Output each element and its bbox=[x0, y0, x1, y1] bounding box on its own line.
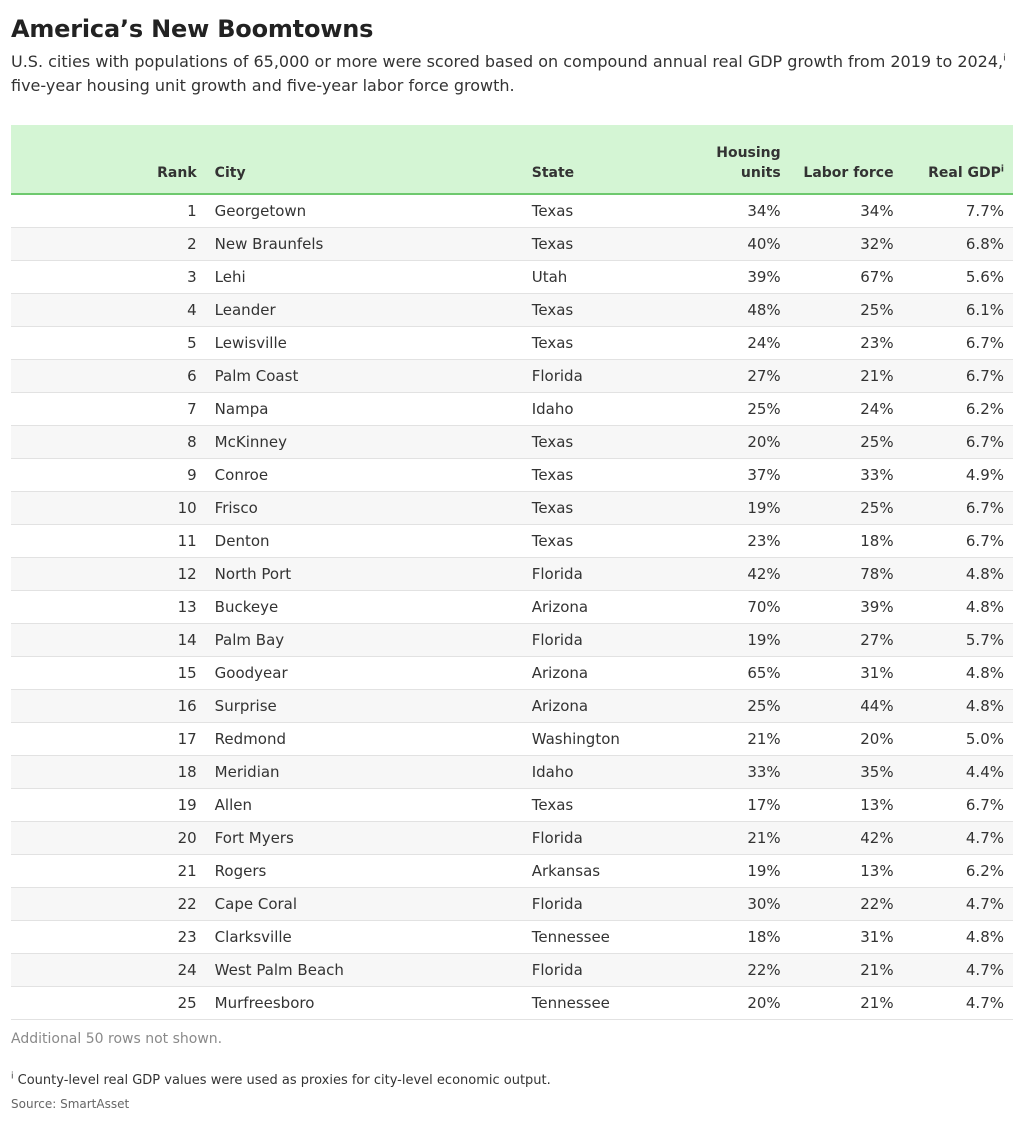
cell-rank: 12 bbox=[11, 558, 206, 591]
cell-state: Tennessee bbox=[523, 987, 643, 1020]
table-row bbox=[11, 294, 1013, 327]
cell-state: Florida bbox=[523, 624, 643, 657]
cell-state: Florida bbox=[523, 822, 643, 855]
cell-labor-force: 34% bbox=[790, 194, 903, 228]
table-row bbox=[11, 954, 1013, 987]
table-row bbox=[11, 756, 1013, 789]
footnote-text: County-level real GDP values were used as proxies for city-level economic output. bbox=[13, 1073, 551, 1088]
table-body bbox=[11, 194, 1013, 1020]
cell-labor-force: 21% bbox=[790, 360, 903, 393]
table-row bbox=[11, 426, 1013, 459]
cell-labor-force: 33% bbox=[790, 459, 903, 492]
cell-real-gdp: 4.8% bbox=[903, 657, 1013, 690]
cell-housing-units: 42% bbox=[643, 558, 790, 591]
cell-housing-units: 30% bbox=[643, 888, 790, 921]
cell-housing-units: 22% bbox=[643, 954, 790, 987]
cell-housing-units: 23% bbox=[643, 525, 790, 558]
cell-labor-force: 25% bbox=[790, 294, 903, 327]
boomtowns-table bbox=[11, 125, 1013, 1020]
cell-city: New Braunfels bbox=[206, 228, 523, 261]
cell-state: Washington bbox=[523, 723, 643, 756]
cell-city: Lehi bbox=[206, 261, 523, 294]
cell-labor-force: 35% bbox=[790, 756, 903, 789]
subtitle-text-tail: five-year housing unit growth and five-year labor force growth. bbox=[11, 76, 515, 95]
cell-housing-units: 20% bbox=[643, 426, 790, 459]
cell-real-gdp: 7.7% bbox=[903, 194, 1013, 228]
cell-real-gdp: 4.7% bbox=[903, 822, 1013, 855]
cell-real-gdp: 4.8% bbox=[903, 558, 1013, 591]
table-row bbox=[11, 657, 1013, 690]
cell-real-gdp: 6.7% bbox=[903, 360, 1013, 393]
cell-state: Texas bbox=[523, 492, 643, 525]
cell-city: Denton bbox=[206, 525, 523, 558]
cell-state: Florida bbox=[523, 558, 643, 591]
cell-city: Allen bbox=[206, 789, 523, 822]
cell-labor-force: 20% bbox=[790, 723, 903, 756]
header-labor-force: Labor force bbox=[790, 125, 903, 194]
cell-labor-force: 39% bbox=[790, 591, 903, 624]
cell-rank: 11 bbox=[11, 525, 206, 558]
cell-real-gdp: 6.7% bbox=[903, 525, 1013, 558]
cell-real-gdp: 4.9% bbox=[903, 459, 1013, 492]
table-row bbox=[11, 855, 1013, 888]
cell-city: Redmond bbox=[206, 723, 523, 756]
cell-labor-force: 21% bbox=[790, 987, 903, 1020]
cell-rank: 18 bbox=[11, 756, 206, 789]
cell-state: Arkansas bbox=[523, 855, 643, 888]
cell-labor-force: 21% bbox=[790, 954, 903, 987]
cell-rank: 22 bbox=[11, 888, 206, 921]
footnote bbox=[11, 1073, 551, 1088]
page-title: America’s New Boomtowns bbox=[11, 15, 374, 43]
table-row bbox=[11, 921, 1013, 954]
cell-state: Florida bbox=[523, 954, 643, 987]
cell-housing-units: 37% bbox=[643, 459, 790, 492]
cell-housing-units: 25% bbox=[643, 690, 790, 723]
more-rows-note: Additional 50 rows not shown. bbox=[11, 1031, 223, 1047]
cell-state: Idaho bbox=[523, 756, 643, 789]
header-rank: Rank bbox=[11, 125, 206, 194]
cell-labor-force: 44% bbox=[790, 690, 903, 723]
cell-city: Palm Coast bbox=[206, 360, 523, 393]
cell-city: McKinney bbox=[206, 426, 523, 459]
cell-rank: 25 bbox=[11, 987, 206, 1020]
cell-state: Tennessee bbox=[523, 921, 643, 954]
cell-housing-units: 17% bbox=[643, 789, 790, 822]
cell-real-gdp: 4.8% bbox=[903, 921, 1013, 954]
cell-housing-units: 48% bbox=[643, 294, 790, 327]
cell-real-gdp: 6.8% bbox=[903, 228, 1013, 261]
cell-labor-force: 24% bbox=[790, 393, 903, 426]
cell-labor-force: 32% bbox=[790, 228, 903, 261]
cell-labor-force: 18% bbox=[790, 525, 903, 558]
table-row bbox=[11, 492, 1013, 525]
cell-real-gdp: 6.7% bbox=[903, 492, 1013, 525]
table-row bbox=[11, 194, 1013, 228]
cell-labor-force: 27% bbox=[790, 624, 903, 657]
cell-state: Texas bbox=[523, 789, 643, 822]
cell-housing-units: 24% bbox=[643, 327, 790, 360]
table-row bbox=[11, 261, 1013, 294]
table-row bbox=[11, 789, 1013, 822]
cell-rank: 3 bbox=[11, 261, 206, 294]
header-row bbox=[11, 125, 1013, 194]
cell-rank: 4 bbox=[11, 294, 206, 327]
cell-real-gdp: 6.2% bbox=[903, 855, 1013, 888]
cell-real-gdp: 4.7% bbox=[903, 987, 1013, 1020]
cell-housing-units: 21% bbox=[643, 723, 790, 756]
cell-state: Florida bbox=[523, 360, 643, 393]
cell-real-gdp: 4.7% bbox=[903, 888, 1013, 921]
cell-state: Arizona bbox=[523, 657, 643, 690]
cell-rank: 7 bbox=[11, 393, 206, 426]
table-figure bbox=[11, 0, 1013, 1012]
cell-state: Texas bbox=[523, 525, 643, 558]
cell-real-gdp: 4.8% bbox=[903, 591, 1013, 624]
cell-city: Goodyear bbox=[206, 657, 523, 690]
cell-rank: 23 bbox=[11, 921, 206, 954]
cell-real-gdp: 4.8% bbox=[903, 690, 1013, 723]
footnote-marker: i bbox=[11, 1071, 14, 1082]
cell-state: Texas bbox=[523, 194, 643, 228]
header-housing-units bbox=[643, 125, 790, 194]
table-row bbox=[11, 525, 1013, 558]
cell-city: Fort Myers bbox=[206, 822, 523, 855]
cell-housing-units: 33% bbox=[643, 756, 790, 789]
table-row bbox=[11, 723, 1013, 756]
cell-housing-units: 65% bbox=[643, 657, 790, 690]
table-row bbox=[11, 822, 1013, 855]
cell-city: Rogers bbox=[206, 855, 523, 888]
cell-housing-units: 20% bbox=[643, 987, 790, 1020]
table-row bbox=[11, 690, 1013, 723]
cell-city: Lewisville bbox=[206, 327, 523, 360]
cell-labor-force: 25% bbox=[790, 426, 903, 459]
cell-labor-force: 25% bbox=[790, 492, 903, 525]
cell-city: North Port bbox=[206, 558, 523, 591]
cell-rank: 20 bbox=[11, 822, 206, 855]
cell-state: Texas bbox=[523, 228, 643, 261]
cell-labor-force: 13% bbox=[790, 789, 903, 822]
cell-real-gdp: 4.4% bbox=[903, 756, 1013, 789]
cell-city: Palm Bay bbox=[206, 624, 523, 657]
cell-city: Clarksville bbox=[206, 921, 523, 954]
table-row bbox=[11, 360, 1013, 393]
cell-housing-units: 25% bbox=[643, 393, 790, 426]
cell-state: Idaho bbox=[523, 393, 643, 426]
cell-real-gdp: 6.7% bbox=[903, 327, 1013, 360]
cell-city: Frisco bbox=[206, 492, 523, 525]
cell-rank: 5 bbox=[11, 327, 206, 360]
subtitle-footnote-marker: i bbox=[1003, 53, 1006, 64]
cell-rank: 9 bbox=[11, 459, 206, 492]
cell-state: Texas bbox=[523, 426, 643, 459]
cell-rank: 19 bbox=[11, 789, 206, 822]
cell-labor-force: 67% bbox=[790, 261, 903, 294]
cell-rank: 8 bbox=[11, 426, 206, 459]
cell-labor-force: 78% bbox=[790, 558, 903, 591]
table-row bbox=[11, 624, 1013, 657]
cell-rank: 10 bbox=[11, 492, 206, 525]
cell-housing-units: 19% bbox=[643, 492, 790, 525]
cell-city: West Palm Beach bbox=[206, 954, 523, 987]
cell-state: Texas bbox=[523, 294, 643, 327]
cell-rank: 17 bbox=[11, 723, 206, 756]
cell-rank: 2 bbox=[11, 228, 206, 261]
table-row bbox=[11, 228, 1013, 261]
cell-housing-units: 40% bbox=[643, 228, 790, 261]
table-row bbox=[11, 558, 1013, 591]
header-gdp-footnote-marker: i bbox=[1000, 164, 1004, 175]
cell-state: Arizona bbox=[523, 591, 643, 624]
subtitle-text: U.S. cities with populations of 65,000 or more were scored based on compound annual real GDP growth from 2019 to 2024, bbox=[11, 52, 1004, 71]
cell-state: Texas bbox=[523, 327, 643, 360]
cell-rank: 24 bbox=[11, 954, 206, 987]
cell-rank: 14 bbox=[11, 624, 206, 657]
header-state: State bbox=[523, 125, 643, 194]
cell-state: Texas bbox=[523, 459, 643, 492]
cell-state: Arizona bbox=[523, 690, 643, 723]
header-gdp-label: Real GDP bbox=[928, 165, 1001, 181]
cell-labor-force: 31% bbox=[790, 921, 903, 954]
cell-rank: 13 bbox=[11, 591, 206, 624]
cell-city: Conroe bbox=[206, 459, 523, 492]
cell-state: Utah bbox=[523, 261, 643, 294]
cell-real-gdp: 5.0% bbox=[903, 723, 1013, 756]
cell-city: Leander bbox=[206, 294, 523, 327]
cell-rank: 21 bbox=[11, 855, 206, 888]
cell-real-gdp: 6.7% bbox=[903, 426, 1013, 459]
cell-rank: 1 bbox=[11, 194, 206, 228]
cell-labor-force: 31% bbox=[790, 657, 903, 690]
cell-labor-force: 23% bbox=[790, 327, 903, 360]
table-row bbox=[11, 459, 1013, 492]
cell-housing-units: 19% bbox=[643, 855, 790, 888]
header-housing-line2: units bbox=[740, 165, 781, 181]
cell-labor-force: 42% bbox=[790, 822, 903, 855]
table-row bbox=[11, 393, 1013, 426]
cell-rank: 16 bbox=[11, 690, 206, 723]
header-housing-line1: Housing bbox=[716, 145, 781, 161]
cell-state: Florida bbox=[523, 888, 643, 921]
cell-city: Buckeye bbox=[206, 591, 523, 624]
cell-housing-units: 19% bbox=[643, 624, 790, 657]
header-real-gdp bbox=[903, 125, 1013, 194]
cell-rank: 6 bbox=[11, 360, 206, 393]
cell-real-gdp: 6.7% bbox=[903, 789, 1013, 822]
cell-real-gdp: 4.7% bbox=[903, 954, 1013, 987]
table-row bbox=[11, 987, 1013, 1020]
cell-real-gdp: 6.2% bbox=[903, 393, 1013, 426]
page-subtitle bbox=[11, 50, 1013, 98]
table-row bbox=[11, 888, 1013, 921]
cell-real-gdp: 6.1% bbox=[903, 294, 1013, 327]
table-row bbox=[11, 591, 1013, 624]
cell-city: Georgetown bbox=[206, 194, 523, 228]
cell-housing-units: 70% bbox=[643, 591, 790, 624]
cell-housing-units: 27% bbox=[643, 360, 790, 393]
header-city: City bbox=[206, 125, 523, 194]
cell-city: Cape Coral bbox=[206, 888, 523, 921]
cell-housing-units: 34% bbox=[643, 194, 790, 228]
cell-labor-force: 22% bbox=[790, 888, 903, 921]
cell-labor-force: 13% bbox=[790, 855, 903, 888]
cell-city: Meridian bbox=[206, 756, 523, 789]
table-row bbox=[11, 327, 1013, 360]
cell-housing-units: 21% bbox=[643, 822, 790, 855]
cell-real-gdp: 5.6% bbox=[903, 261, 1013, 294]
cell-city: Nampa bbox=[206, 393, 523, 426]
table-header bbox=[11, 125, 1013, 194]
cell-housing-units: 18% bbox=[643, 921, 790, 954]
cell-real-gdp: 5.7% bbox=[903, 624, 1013, 657]
cell-city: Surprise bbox=[206, 690, 523, 723]
source-note: Source: SmartAsset bbox=[11, 1097, 130, 1111]
cell-rank: 15 bbox=[11, 657, 206, 690]
cell-city: Murfreesboro bbox=[206, 987, 523, 1020]
cell-housing-units: 39% bbox=[643, 261, 790, 294]
